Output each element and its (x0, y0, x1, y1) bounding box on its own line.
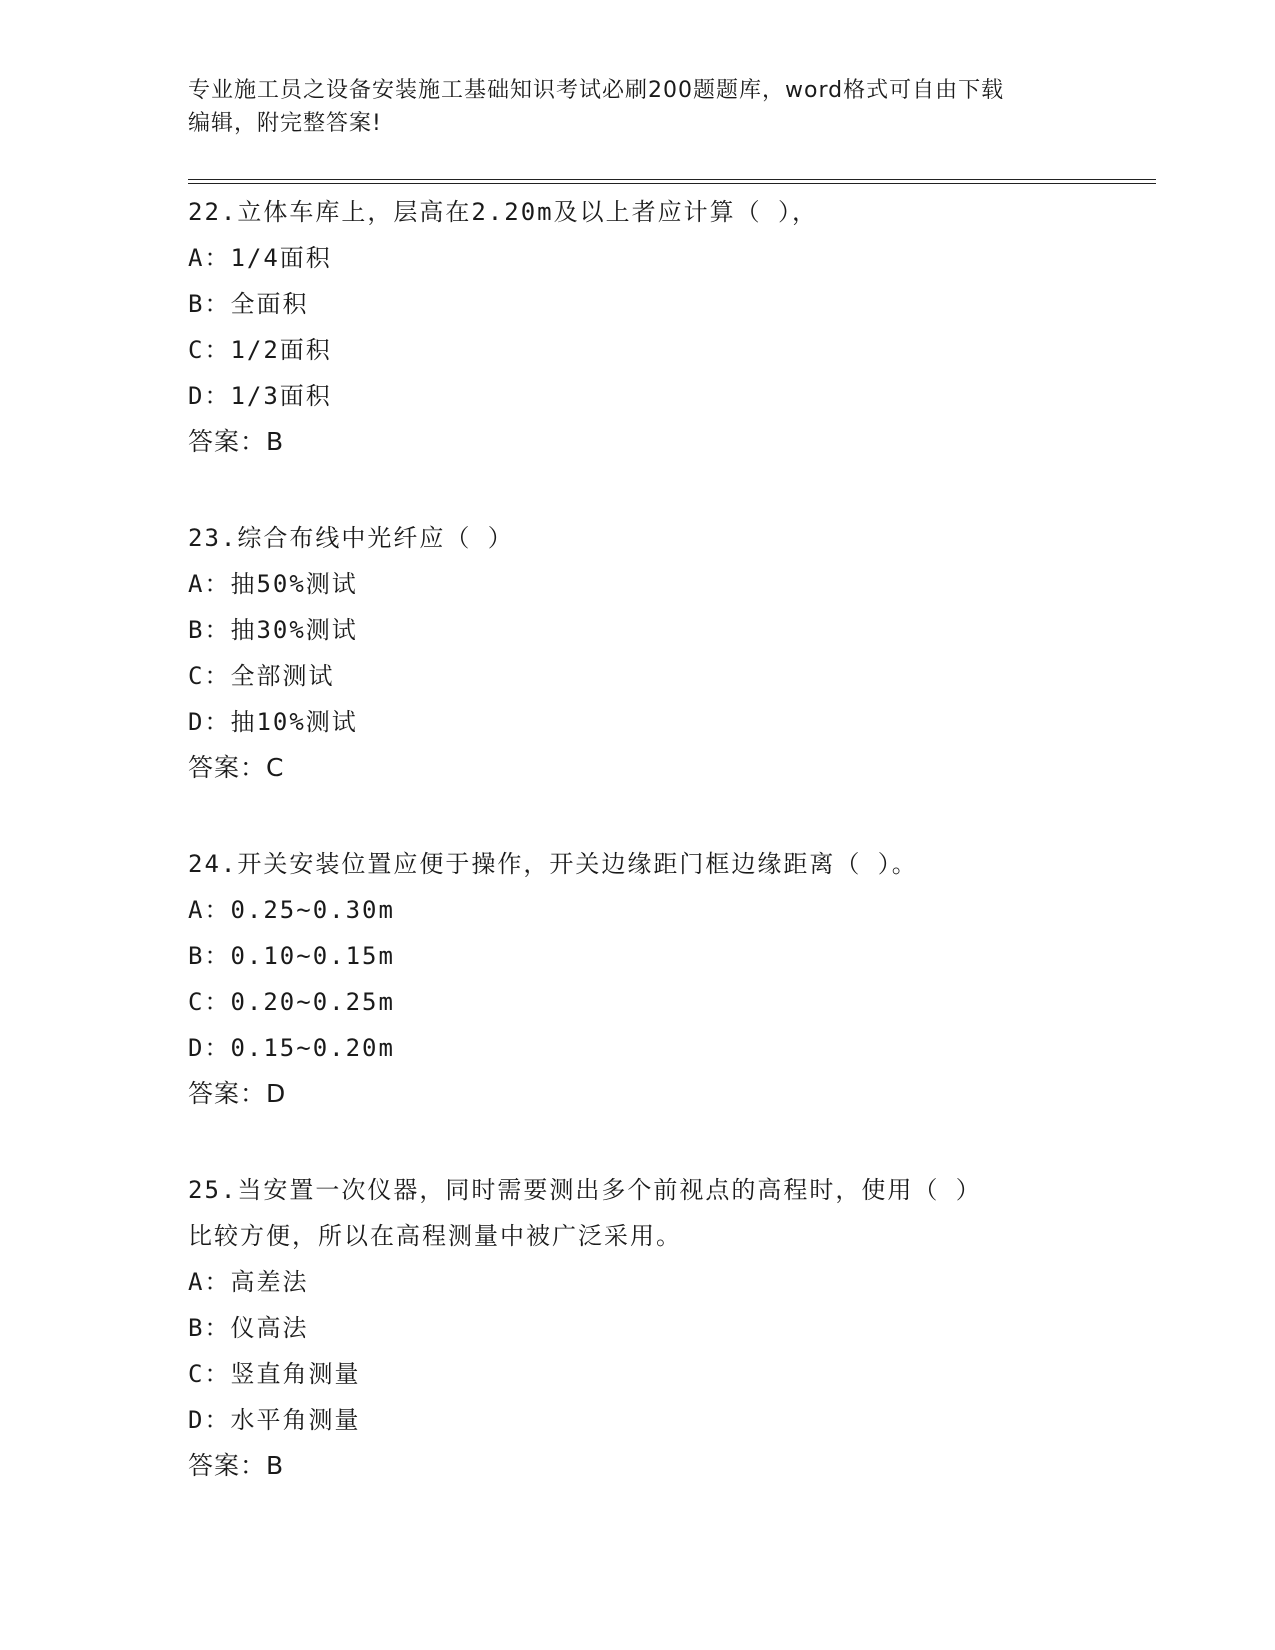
question-list (188, 189, 1088, 1539)
question-24 (188, 841, 1088, 1117)
option-a: A：高差法 (188, 1268, 309, 1296)
header-divider-top (188, 179, 1156, 180)
answer-label: 答案：C (188, 753, 285, 782)
option-a: A：0.25~0.30m (188, 896, 395, 924)
option-b: B：全面积 (188, 290, 309, 318)
option-c: C：1/2面积 (188, 336, 332, 364)
answer-label: 答案：B (188, 1451, 285, 1480)
answer-label: 答案：B (188, 427, 285, 456)
option-a: A：1/4面积 (188, 244, 332, 272)
question-25 (188, 1167, 1088, 1489)
option-d: D：1/3面积 (188, 382, 332, 410)
option-b: B：抽30%测试 (188, 616, 358, 644)
header-line-2: 编辑，附完整答案! (188, 111, 382, 136)
question-23 (188, 515, 1088, 791)
question-stem: 24.开关安装位置应便于操作，开关边缘距门框边缘距离（ ）。 (188, 850, 918, 878)
question-stem: 23.综合布线中光纤应（ ） (188, 524, 514, 552)
option-c: C：竖直角测量 (188, 1360, 361, 1388)
question-stem: 25.当安置一次仪器，同时需要测出多个前视点的高程时，使用（ ） (188, 1176, 982, 1204)
option-c: C：0.20~0.25m (188, 988, 395, 1016)
option-c: C：全部测试 (188, 662, 335, 690)
option-a: A：抽50%测试 (188, 570, 358, 598)
question-stem-continued: 比较方便，所以在高程测量中被广泛采用。 (188, 1222, 682, 1250)
answer-label: 答案：D (188, 1079, 287, 1108)
header-divider-bottom (188, 183, 1156, 184)
question-stem: 22.立体车库上，层高在2.20m及以上者应计算（ ）， (188, 198, 819, 226)
option-d: D：水平角测量 (188, 1406, 361, 1434)
question-22 (188, 189, 1088, 465)
header-line-1: 专业施工员之设备安装施工基础知识考试必刷200题题库，word格式可自由下载 (188, 78, 1005, 103)
option-b: B：仪高法 (188, 1314, 309, 1342)
document-header (188, 74, 1088, 140)
option-d: D：0.15~0.20m (188, 1034, 395, 1062)
option-d: D：抽10%测试 (188, 708, 358, 736)
option-b: B：0.10~0.15m (188, 942, 395, 970)
